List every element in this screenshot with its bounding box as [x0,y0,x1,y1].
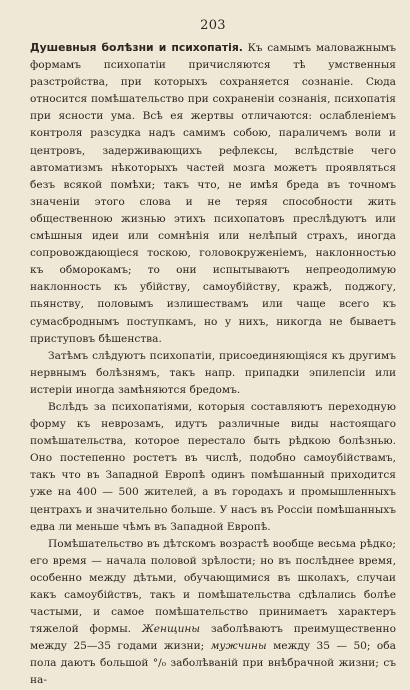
page-number: 203 [200,18,226,33]
body-text [30,39,396,690]
paragraph-2: Затѣмъ слѣдуютъ психопатіи, присоединяющіяся къ другимъ нервнымъ болѣзнямъ, такъ напр. припадки эпилепсіи или истеріи иногда замѣняются бредомъ. [30,349,396,396]
paragraph-4-text-a: Помѣшательство въ дѣтскомъ возрастѣ вообще весьма рѣдко; его время — начала половой зрѣлости; но въ послѣднее время, особенно между дѣтьми, обучающимися въ школахъ, случаи какъ самоубійствъ, такъ и помѣшательства сдѣлались болѣе частыми, и самое помѣшательство принимаетъ характеръ тяжелой формы. [30,537,396,636]
paragraph-4-text-b: заболѣваютъ преимущественно между 25—35 годами жизни; [30,623,396,653]
emphasis-men: мужчины [210,640,267,653]
paragraph-3: Вслѣдъ за психопатіями, которыя составляютъ переходную форму къ неврозамъ, идутъ различные виды настоящаго помѣшательства, которое перестало быть рѣдкою болѣзнью. Оно постепенно ростетъ въ числѣ, подобно самоубійствамъ, такъ что въ Западной Европѣ одинъ помѣшанный приходится уже на 400 — 500 жителей, а въ городахъ и промышленныхъ центрахъ и значительно больше. У насъ въ Россіи помѣшанныхъ едва ли меньше чѣмъ въ Западной Европѣ. [30,400,396,533]
paragraph-1-text: Къ самымъ маловажнымъ формамъ психопатіи причисляются тѣ умственныя разстройства, при которыхъ сохраняется сознаніе. Сюда относится помѣшательство при сохраненіи сознанія, психопатія при ясности ума. Всѣ ея жертвы отличаются: ослабленіемъ контроля разсудка надъ самимъ собою, параличемъ воли и центровъ, задерживающихъ рефлексы, вслѣдствіе чего автоматизмъ нѣкоторыхъ частей мозга можетъ проявляться безъ всякой помѣхи; такъ что, не имѣя бреда въ точномъ значеніи этого слова и не теряя способности жить общественною жизнью этихъ психопатовъ преслѣдуютъ или смѣшныя идеи или сомнѣнія или нелѣпый страхъ, иногда сопровождающіеся тоскою, головокруженіемъ, наклонностью къ обморокамъ; то они испытываютъ непреодолимую наклонность къ убійству, самоубійству, кражѣ, поджогу, пьянству, половымъ излишествамъ или чаще всего къ сумасброднымъ поступкамъ, но у нихъ, никогда не бываетъ приступовъ бѣшенства. [30,42,396,345]
paragraph-1 [30,39,396,348]
emphasis-women: Женщины [141,623,201,636]
section-heading: Душевныя болѣзни и психопатія. [30,41,243,54]
paragraph-4-text-c: между 35 — 50; оба пола даютъ большой °/₀ заболѣваній при внѣбрачной жизни; съ на- [30,640,396,687]
paragraph-4 [30,536,396,690]
